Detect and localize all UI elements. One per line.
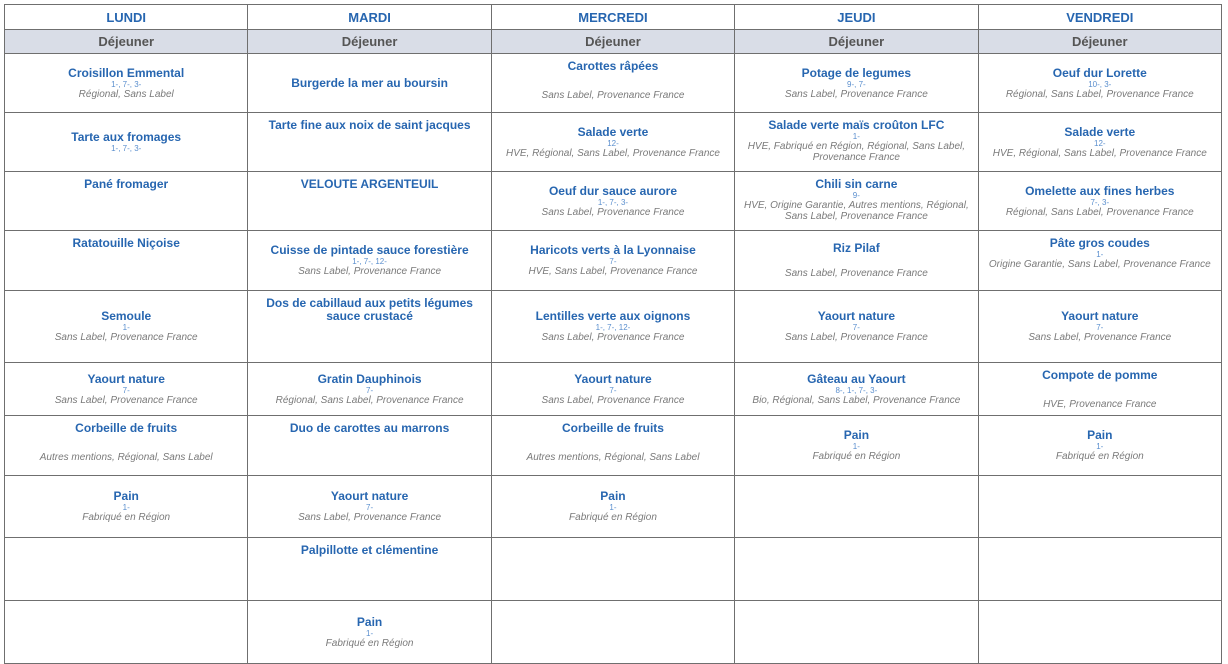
dish-block bbox=[735, 67, 977, 100]
meal-label: Déjeuner bbox=[248, 30, 491, 54]
dish-name: Tarte aux fromages bbox=[71, 130, 182, 144]
dish-name: Potage de legumes bbox=[801, 65, 912, 80]
dish-block bbox=[492, 54, 734, 101]
dish-labels: Sans Label, Provenance France bbox=[1028, 332, 1172, 343]
dish-labels: HVE, Régional, Sans Label, Provenance France bbox=[992, 147, 1207, 159]
menu-cell bbox=[978, 476, 1221, 538]
dish-name: Carottes râpées bbox=[567, 59, 659, 73]
dish-block bbox=[248, 490, 490, 523]
day-header-vendredi: VENDREDI bbox=[978, 5, 1221, 30]
menu-cell bbox=[5, 416, 248, 476]
dish-block bbox=[979, 310, 1221, 343]
menu-cell bbox=[5, 538, 248, 601]
dish-allergens: 7- bbox=[366, 503, 374, 512]
menu-cell bbox=[491, 113, 734, 172]
menu-row bbox=[5, 538, 1222, 601]
dish-labels: Fabriqué en Région bbox=[812, 451, 901, 462]
menu-cell bbox=[491, 363, 734, 416]
menu-cell bbox=[248, 363, 491, 416]
dish-block bbox=[492, 416, 734, 463]
menu-cell bbox=[5, 231, 248, 291]
dish-block bbox=[5, 373, 247, 406]
menu-cell bbox=[491, 601, 734, 664]
dish-block bbox=[5, 67, 247, 100]
dish-block bbox=[248, 416, 490, 435]
dish-block bbox=[248, 113, 490, 132]
menu-row bbox=[5, 54, 1222, 113]
dish-block bbox=[492, 490, 734, 523]
menu-cell bbox=[491, 231, 734, 291]
dish-block bbox=[979, 231, 1221, 270]
dish-name: Chili sin carne bbox=[815, 177, 898, 191]
dish-labels: Fabriqué en Région bbox=[569, 512, 657, 523]
dish-block bbox=[492, 126, 734, 159]
dish-name: Gâteau au Yaourt bbox=[807, 371, 906, 386]
dish-allergens: 1- bbox=[1096, 442, 1104, 451]
meal-label: Déjeuner bbox=[735, 30, 978, 54]
dish-allergens bbox=[5, 435, 247, 448]
dish-labels: HVE, Régional, Sans Label, Provenance France bbox=[505, 147, 720, 159]
dish-name: Tarte fine aux noix de saint jacques bbox=[268, 118, 471, 132]
dish-labels: Sans Label, Provenance France bbox=[541, 90, 685, 101]
dish-allergens: 12- bbox=[607, 138, 619, 148]
menu-cell bbox=[735, 538, 978, 601]
menu-cell bbox=[978, 231, 1221, 291]
dish-labels: Régional, Sans Label, Provenance France bbox=[1005, 88, 1194, 100]
dish-allergens: 7- bbox=[366, 385, 374, 395]
dish-allergens: 1- bbox=[852, 132, 860, 141]
menu-row bbox=[5, 476, 1222, 538]
dish-block bbox=[5, 172, 247, 191]
dish-labels: Sans Label, Provenance France bbox=[784, 332, 928, 343]
dish-name: Salade verte bbox=[1064, 124, 1136, 139]
menu-cell bbox=[735, 476, 978, 538]
dish-allergens: 7- bbox=[852, 323, 860, 332]
dish-block bbox=[492, 185, 734, 218]
dish-name: Palpillotte et clémentine bbox=[300, 543, 439, 557]
dish-labels: Autres mentions, Régional, Sans Label bbox=[526, 452, 700, 463]
dish-block bbox=[979, 126, 1221, 159]
dish-labels: Sans Label, Provenance France bbox=[298, 512, 442, 523]
dish-labels: HVE, Sans Label, Provenance France bbox=[528, 266, 698, 277]
dish-allergens: 12- bbox=[1094, 138, 1106, 148]
menu-cell bbox=[978, 538, 1221, 601]
dish-name: Pain bbox=[600, 489, 626, 503]
dish-name: Riz Pilaf bbox=[833, 241, 880, 255]
dish-block bbox=[735, 310, 977, 343]
dish-block bbox=[5, 416, 247, 463]
dish-labels: Sans Label, Provenance France bbox=[54, 332, 198, 343]
dish-allergens bbox=[979, 382, 1221, 395]
menu-cell bbox=[978, 113, 1221, 172]
menu-cell bbox=[491, 476, 734, 538]
dish-name: Corbeille de fruits bbox=[561, 421, 664, 435]
dish-labels: Fabriqué en Région bbox=[325, 637, 414, 649]
dish-name: Ratatouille Niçoise bbox=[72, 236, 180, 250]
dish-name: Yaourt nature bbox=[87, 371, 165, 386]
dish-name: Yaourt nature bbox=[817, 309, 896, 323]
menu-cell bbox=[5, 291, 248, 363]
dish-labels: Sans Label, Provenance France bbox=[541, 394, 685, 406]
dish-block bbox=[735, 429, 977, 462]
menu-cell bbox=[978, 54, 1221, 113]
meal-label: Déjeuner bbox=[5, 30, 248, 54]
menu-cell bbox=[248, 172, 491, 231]
menu-cell bbox=[5, 363, 248, 416]
dish-allergens: 1- bbox=[852, 442, 860, 451]
menu-cell bbox=[978, 363, 1221, 416]
menu-cell bbox=[491, 291, 734, 363]
dish-name: Yaourt nature bbox=[574, 371, 652, 386]
dish-name: Compote de pomme bbox=[1042, 368, 1158, 382]
menu-cell bbox=[735, 291, 978, 363]
dish-name: Pâte gros coudes bbox=[1049, 236, 1150, 250]
day-header-row bbox=[5, 5, 1222, 30]
menu-cell bbox=[735, 231, 978, 291]
dish-labels: Sans Label, Provenance France bbox=[541, 332, 685, 343]
dish-block bbox=[735, 113, 977, 163]
dish-name: Yaourt nature bbox=[330, 489, 409, 503]
dish-allergens: 7- bbox=[1096, 323, 1104, 332]
menu-cell bbox=[978, 172, 1221, 231]
dish-labels: Régional, Sans Label, Provenance France bbox=[275, 394, 464, 406]
dish-block bbox=[248, 291, 490, 323]
dish-block bbox=[979, 185, 1221, 218]
dish-allergens: 1-, 7-, 3- bbox=[597, 197, 629, 207]
dish-name: Pain bbox=[843, 428, 870, 442]
dish-name: Pain bbox=[356, 614, 383, 629]
menu-cell bbox=[248, 54, 491, 113]
menu-cell bbox=[978, 601, 1221, 664]
menu-cell bbox=[735, 172, 978, 231]
dish-allergens: 7- bbox=[609, 257, 617, 266]
dish-name: Lentilles verte aux oignons bbox=[535, 309, 691, 323]
menu-cell bbox=[491, 54, 734, 113]
dish-block bbox=[248, 244, 490, 277]
meal-header-row bbox=[5, 30, 1222, 54]
dish-allergens: 1- bbox=[366, 628, 374, 638]
dish-allergens: 1- bbox=[1096, 250, 1104, 259]
dish-labels: Origine Garantie, Sans Label, Provenance France bbox=[988, 259, 1211, 270]
menu-row bbox=[5, 172, 1222, 231]
dish-name: Pané fromager bbox=[84, 177, 169, 191]
dish-labels: HVE, Provenance France bbox=[1043, 399, 1157, 410]
dish-allergens bbox=[735, 255, 977, 268]
dish-name: Omelette aux fines herbes bbox=[1025, 183, 1175, 198]
menu-cell bbox=[248, 231, 491, 291]
dish-allergens bbox=[492, 435, 734, 448]
menu-cell bbox=[735, 363, 978, 416]
dish-allergens: 1- bbox=[122, 323, 130, 332]
dish-labels: HVE, Origine Garantie, Autres mentions, Régional, Sans Label, Provenance France bbox=[743, 200, 969, 222]
menu-cell bbox=[491, 538, 734, 601]
dish-block bbox=[492, 373, 734, 406]
dish-labels: HVE, Fabriqué en Région, Régional, Sans Label, Provenance France bbox=[747, 141, 966, 163]
menu-cell bbox=[735, 416, 978, 476]
dish-name: Haricots verts à la Lyonnaise bbox=[530, 243, 696, 257]
menu-cell bbox=[248, 291, 491, 363]
dish-labels: Sans Label, Provenance France bbox=[784, 268, 928, 279]
dish-allergens: 7- bbox=[609, 385, 617, 395]
dish-labels: Sans Label, Provenance France bbox=[784, 88, 928, 100]
dish-allergens bbox=[492, 73, 734, 86]
dish-allergens: 1-, 7-, 12- bbox=[595, 323, 631, 332]
dish-labels: Régional, Sans Label bbox=[78, 88, 174, 100]
menu-row bbox=[5, 231, 1222, 291]
dish-block bbox=[248, 373, 490, 406]
dish-name: Gratin Dauphinois bbox=[317, 371, 422, 386]
weekly-menu-table bbox=[4, 4, 1222, 664]
menu-cell bbox=[491, 172, 734, 231]
dish-labels: Autres mentions, Régional, Sans Label bbox=[39, 452, 213, 463]
menu-cell bbox=[735, 601, 978, 664]
dish-allergens: 10-, 3- bbox=[1088, 79, 1112, 89]
menu-cell bbox=[248, 113, 491, 172]
dish-block bbox=[979, 67, 1221, 100]
menu-cell bbox=[5, 476, 248, 538]
menu-cell bbox=[5, 113, 248, 172]
dish-name: Pain bbox=[113, 489, 139, 503]
menu-cell bbox=[978, 291, 1221, 363]
dish-name: Semoule bbox=[101, 309, 152, 323]
menu-cell bbox=[5, 54, 248, 113]
dish-name: Dos de cabillaud aux petits légumes sauce crustacé bbox=[266, 296, 473, 323]
dish-block bbox=[735, 242, 977, 279]
dish-block bbox=[248, 172, 490, 191]
menu-row bbox=[5, 291, 1222, 363]
menu-cell bbox=[5, 172, 248, 231]
dish-allergens: 9- bbox=[852, 191, 860, 200]
dish-block bbox=[248, 616, 490, 649]
dish-name: VELOUTE ARGENTEUIL bbox=[300, 177, 439, 191]
dish-name: Cuisse de pintade sauce forestière bbox=[270, 243, 469, 257]
dish-block bbox=[735, 373, 977, 406]
menu-cell bbox=[978, 416, 1221, 476]
menu-row bbox=[5, 416, 1222, 476]
menu-row bbox=[5, 601, 1222, 664]
menu-cell bbox=[248, 601, 491, 664]
menu-cell bbox=[491, 416, 734, 476]
dish-name: Yaourt nature bbox=[1061, 309, 1139, 323]
dish-labels: Fabriqué en Région bbox=[1055, 451, 1144, 462]
dish-name: Duo de carottes au marrons bbox=[289, 421, 450, 435]
dish-block bbox=[979, 429, 1221, 462]
dish-block bbox=[492, 244, 734, 277]
menu-cell bbox=[735, 113, 978, 172]
dish-name: Oeuf dur sauce aurore bbox=[548, 183, 677, 198]
dish-name: Pain bbox=[1087, 428, 1113, 442]
day-header-mercredi: MERCREDI bbox=[491, 5, 734, 30]
day-header-lundi: LUNDI bbox=[5, 5, 248, 30]
dish-allergens: 1- bbox=[122, 503, 130, 512]
dish-block bbox=[5, 231, 247, 250]
dish-labels: Bio, Régional, Sans Label, Provenance France bbox=[752, 394, 961, 406]
dish-allergens: 1- bbox=[609, 503, 617, 512]
menu-cell bbox=[248, 416, 491, 476]
dish-allergens: 9-, 7- bbox=[847, 79, 866, 89]
dish-block bbox=[492, 310, 734, 343]
dish-labels: Sans Label, Provenance France bbox=[298, 266, 442, 277]
menu-cell bbox=[735, 54, 978, 113]
dish-allergens: 7-, 3- bbox=[1090, 197, 1110, 207]
menu-row bbox=[5, 363, 1222, 416]
menu-body bbox=[5, 54, 1222, 664]
day-header-jeudi: JEUDI bbox=[735, 5, 978, 30]
menu-cell bbox=[248, 476, 491, 538]
dish-name: Salade verte bbox=[577, 124, 649, 139]
dish-block bbox=[248, 77, 490, 90]
dish-name: Burgerde la mer au boursin bbox=[291, 75, 448, 90]
dish-allergens: 7- bbox=[122, 385, 130, 395]
dish-allergens: 1-, 7-, 3- bbox=[111, 79, 142, 89]
meal-label: Déjeuner bbox=[491, 30, 734, 54]
dish-labels: Sans Label, Provenance France bbox=[54, 394, 198, 406]
dish-name: Oeuf dur Lorette bbox=[1052, 65, 1147, 80]
dish-labels: Régional, Sans Label, Provenance France bbox=[1005, 206, 1194, 218]
dish-name: Croisillon Emmental bbox=[68, 65, 185, 80]
dish-block bbox=[248, 538, 490, 557]
dish-block bbox=[979, 363, 1221, 410]
dish-labels: Fabriqué en Région bbox=[82, 512, 171, 523]
dish-block bbox=[735, 172, 977, 222]
dish-block bbox=[5, 490, 247, 523]
dish-labels: Sans Label, Provenance France bbox=[541, 206, 685, 218]
dish-name: Corbeille de fruits bbox=[75, 421, 178, 435]
meal-label: Déjeuner bbox=[978, 30, 1221, 54]
menu-cell bbox=[5, 601, 248, 664]
day-header-mardi: MARDI bbox=[248, 5, 491, 30]
menu-row bbox=[5, 113, 1222, 172]
dish-block bbox=[5, 131, 247, 153]
dish-allergens: 1-, 7-, 3- bbox=[111, 144, 142, 153]
dish-name: Salade verte maïs croûton LFC bbox=[768, 118, 945, 132]
dish-allergens: 8-, 1-, 7-, 3- bbox=[835, 385, 878, 395]
dish-allergens: 1-, 7-, 12- bbox=[352, 257, 387, 266]
dish-block bbox=[5, 310, 247, 343]
menu-cell bbox=[248, 538, 491, 601]
